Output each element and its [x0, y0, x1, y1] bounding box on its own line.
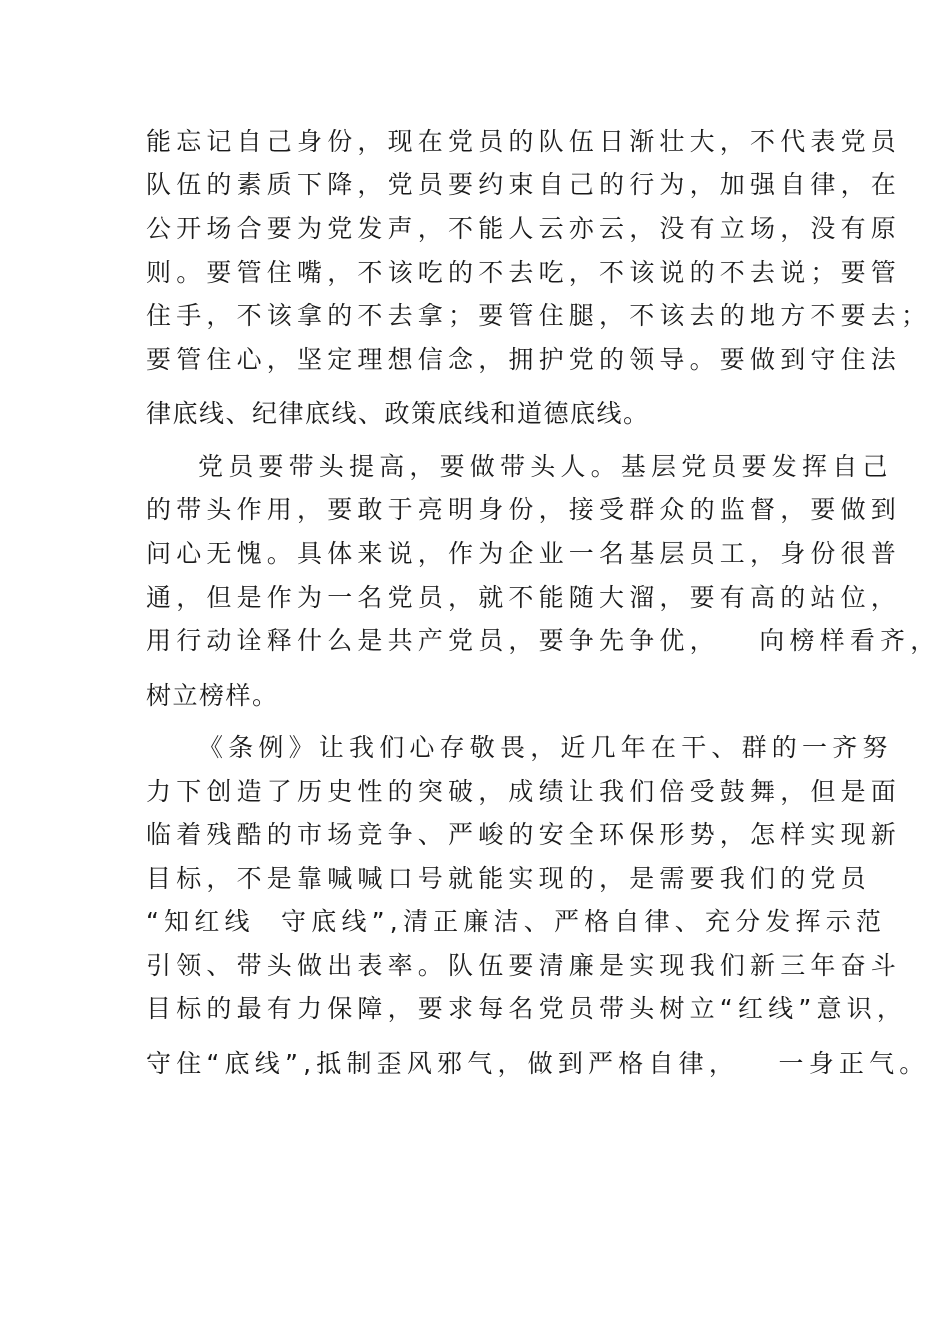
paragraph-2-line-2: 的带头作用，要敢于亮明身份，接受群众的监督，要做到	[146, 495, 902, 524]
paragraph-2-line-6: 树立榜样。	[146, 681, 279, 710]
paragraph-1-line-2: 队伍的素质下降，党员要约束自己的行为，加强自律，在	[146, 170, 902, 199]
paragraph-3-line-6: 引领、带头做出表率。队伍要清廉是实现我们新三年奋斗	[146, 951, 902, 980]
paragraph-1-line-1: 能忘记自己身份，现在党员的队伍日渐壮大，不代表党员	[146, 127, 902, 156]
paragraph-3-line-3: 临着残酷的市场竞争、严峻的安全环保形势，怎样实现新	[146, 820, 902, 849]
paragraph-3-line-7: 目标的最有力保障，要求每名党员带头树立“红线”意识，	[146, 994, 908, 1023]
paragraph-1-line-7: 律底线、纪律底线、政策底线和道德底线。	[146, 399, 650, 428]
paragraph-3-line-5: “知红线 守底线”,清正廉洁、严格自律、充分发挥示范	[146, 907, 887, 936]
paragraph-2-line-4: 通，但是作为一名党员，就不能随大溜，要有高的站位，	[146, 583, 902, 612]
paragraph-3-line-1: 《条例》让我们心存敬畏，近几年在干、群的一齐努	[198, 733, 893, 762]
paragraph-1-line-6: 要管住心，坚定理想信念，拥护党的领导。要做到守住法	[146, 345, 902, 374]
paragraph-1-line-5: 住手，不该拿的不去拿；要管住腿，不该去的地方不要去；	[146, 301, 932, 330]
paragraph-1-line-3: 公开场合要为党发声，不能人云亦云，没有立场，没有原	[146, 214, 902, 243]
paragraph-3-line-4: 目标，不是靠喊喊口号就能实现的，是需要我们的党员	[146, 864, 871, 893]
paragraph-2-line-5: 用行动诠释什么是共产党员，要争先争优， 向榜样看齐，	[146, 626, 941, 655]
paragraph-3-line-2: 力下创造了历史性的突破，成绩让我们倍受鼓舞，但是面	[146, 777, 902, 806]
paragraph-2-line-3: 问心无愧。具体来说，作为企业一名基层员工，身份很普	[146, 539, 902, 568]
paragraph-1-line-4: 则。要管住嘴，不该吃的不去吃，不该说的不去说；要管	[146, 258, 902, 287]
paragraph-3-line-8: 守住“底线”,抵制歪风邪气，做到严格自律， 一身正气。	[146, 1049, 930, 1078]
paragraph-2-line-1: 党员要带头提高，要做带头人。基层党员要发挥自己	[198, 452, 893, 481]
